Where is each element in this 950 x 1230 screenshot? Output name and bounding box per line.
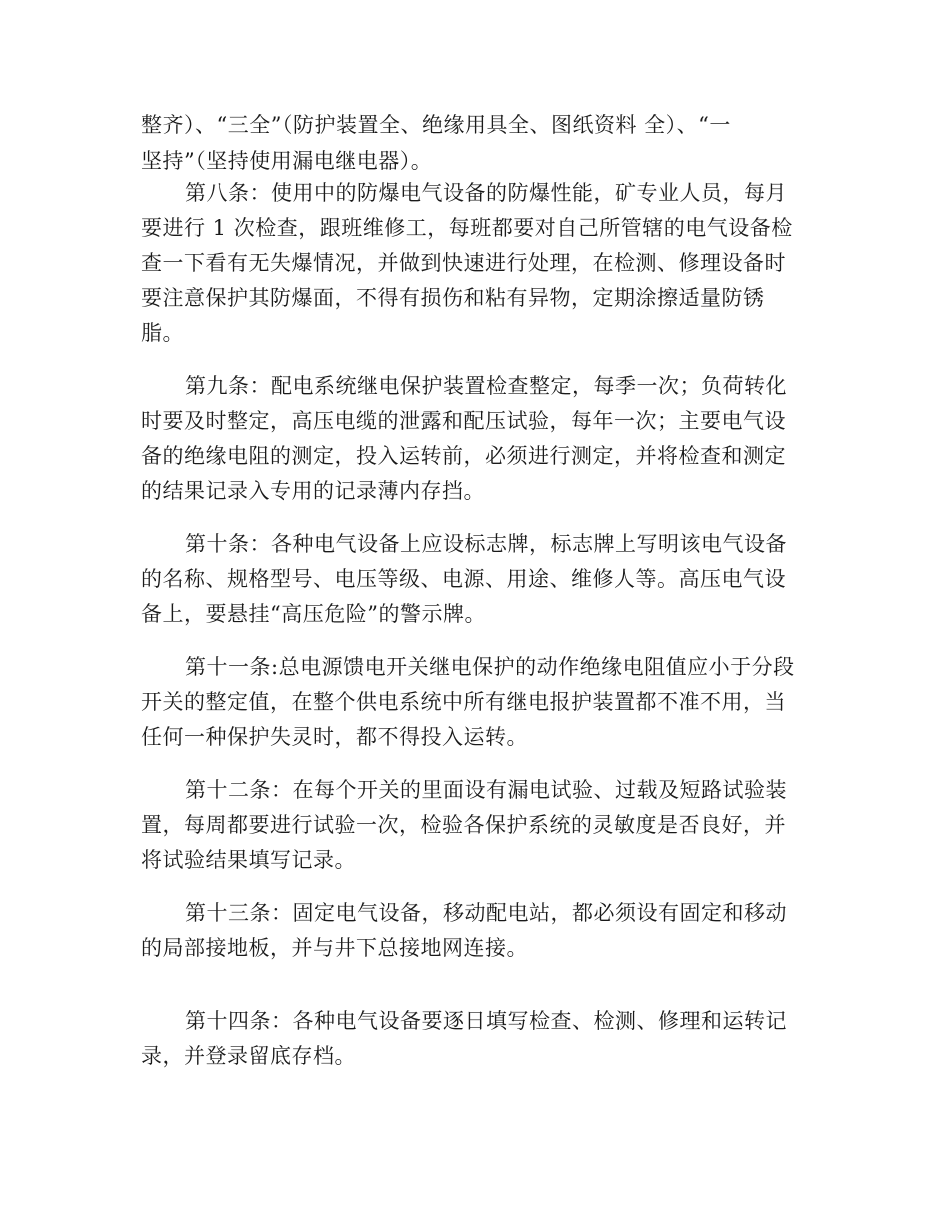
article-11-line: 第十一条:总电源馈电开关继电保护的动作绝缘电阻值应小于分段 (185, 655, 795, 679)
text-line: 的名称、规格型号、电压等级、电源、用途、维修人等。高压电气设 (141, 567, 786, 591)
text-line: 要注意保护其防爆面，不得有损伤和粘有异物，定期涂擦适量防锈 (141, 286, 765, 310)
text-line: 坚持”（坚持使用漏电继电器）。 (141, 149, 433, 173)
article-10-line: 第十条：各种电气设备上应设标志牌，标志牌上写明该电气设备 (185, 532, 787, 556)
text-line: 要进行 1 次检查，跟班维修工，每班都要对自己所管辖的电气设备检 (141, 216, 793, 240)
article-8-line: 第八条：使用中的防爆电气设备的防爆性能，矿专业人员，每月 (185, 181, 787, 205)
text-line: 备的绝缘电阻的测定，投入运转前，必须进行测定，并将检查和测定 (141, 444, 786, 468)
text-line: 开关的整定值，在整个供电系统中所有继电报护装置都不准不用，当 (141, 690, 786, 714)
text-line: 查一下看有无失爆情况，并做到快速进行处理，在检测、修理设备时 (141, 251, 786, 275)
article-12-line: 第十二条：在每个开关的里面设有漏电试验、过载及短路试验装 (185, 778, 787, 802)
text-line: 脂。 (141, 321, 184, 345)
text-line: 录，并登录留底存档。 (141, 1044, 356, 1068)
text-line: 将试验结果填写记录。 (141, 848, 356, 872)
article-13-line: 第十三条：固定电气设备，移动配电站，都必须设有固定和移动 (185, 901, 787, 925)
article-9-line: 第九条：配电系统继电保护装置检查整定，每季一次；负荷转化 (185, 374, 787, 398)
text-line: 的结果记录入专用的记录薄内存挡。 (141, 479, 485, 503)
text-line: 整齐）、“三全”（防护装置全、绝缘用具全、图纸资料 全）、“一 (141, 113, 731, 137)
text-line: 置，每周都要进行试验一次，检验各保护系统的灵敏度是否良好，并 (141, 813, 786, 837)
text-line: 任何一种保护失灵时，都不得投入运转。 (141, 725, 528, 749)
text-line: 的局部接地板，并与井下总接地网连接。 (141, 936, 528, 960)
article-14-line: 第十四条：各种电气设备要逐日填写检查、检测、修理和运转记 (185, 1009, 787, 1033)
text-line: 备上，要悬挂“高压危险”的警示牌。 (141, 602, 486, 626)
text-line: 时要及时整定，高压电缆的泄露和配压试验，每年一次；主要电气设 (141, 409, 786, 433)
